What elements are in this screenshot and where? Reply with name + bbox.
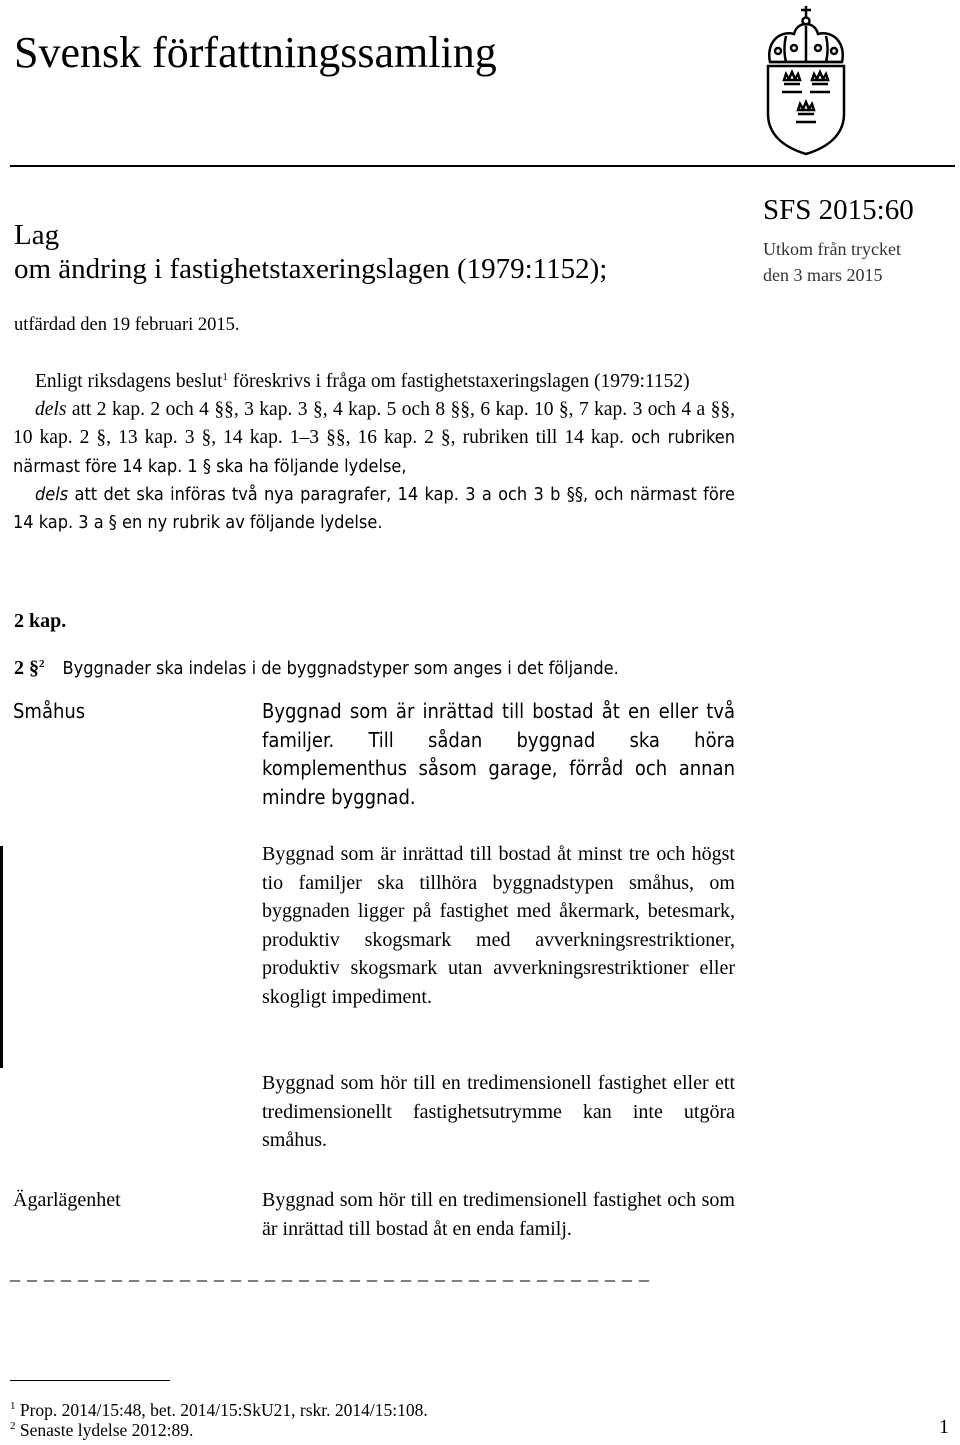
chapter-heading: 2 kap. [14,610,67,632]
definition-smahus-3: Byggnad som hör till en tredimensionell fastighet eller ett tredimensionellt fastighetsutrymme kan inte utgöra småhus. [262,1072,735,1152]
footnote-1-text: Prop. 2014/15:48, bet. 2014/15:SkU21, rskr. 2014/15:108. [15,1400,428,1420]
series-title: Svensk författningssamling [14,28,497,77]
preamble-dels-1 [13,396,735,481]
preamble-intro-end: föreskrivs i fråga om fastighetstaxeringslagen (1979:1152) [227,371,690,392]
section-number: 2 §$^2$ [14,657,45,679]
omission-line: _ _ _ _ _ _ _ _ _ _ _ _ _ _ _ _ _ _ _ _ _ _ _ _ _ _ _ _ _ _ _ _ _ _ _ _ _ _ [10,1262,650,1284]
dels-text-1b: och rubriken närmast före 14 kap. 1 § ska ha följande lydelse, [13,427,735,477]
law-title-line2: om ändring i fastighetstaxeringslagen (1979:1152); [14,253,608,285]
section-text: Byggnader ska indelas i de byggnadstyper som anges i det följande. [62,658,619,679]
dels-label-2: dels [35,483,69,505]
footnote-2 [10,1418,193,1442]
footnote-2-number: 2 [10,1420,16,1432]
published-line2: den 3 mars 2015 [763,265,883,285]
preamble-intro [13,368,735,396]
footnote-1-number: 1 [10,1400,16,1412]
law-title [14,218,607,286]
preamble-dels-2 [13,481,735,537]
law-title-line1: Lag [14,219,60,251]
page-number: 1 [939,1416,949,1438]
term-smahus: Småhus [13,699,86,723]
preamble-intro-start: Enligt riksdagens beslut [35,371,223,392]
term-agarlagenhet: Ägarlägenhet [13,1189,121,1211]
definition-smahus-1: Byggnad som är inrättad till bostad åt en eller två familjer. Till sådan byggnad ska höra komplementhus såsom garage, förråd och annan mindre byggnad. [262,699,735,809]
dels-text-1a: att 2 kap. 2 och 4 §§, 3 kap. 3 §, 4 kap. 5 och 8 §§, 6 kap. 10 §, 7 kap. 3 och 4 a §§, 10 kap. 2 §, 13 kap. 3 §, 14 kap. 1–3 §§, 16 kap. 2 §, rubriken till 14 kap. [13,399,735,449]
coat-of-arms-icon [756,4,856,156]
footnote-ref-2: 2 [39,658,45,670]
preamble [13,368,735,537]
dels-label-1: dels [35,399,67,421]
footnote-ref-1: 1 [222,371,228,383]
footnote-2-text: Senaste lydelse 2012:89. [15,1420,194,1440]
sfs-number: SFS 2015:60 [763,194,914,226]
published-line1: Utkom från trycket [763,239,901,259]
definition-smahus-2: Byggnad som är inrättad till bostad åt minst tre och högst tio familjer ska tillhöra byggnadstypen småhus, om byggnaden ligger på fastighet med åkermark, betesmark, produktiv skogsmark med avverkningsrestriktioner, produktiv skogsmark utan avverkningsrestriktioner eller skogligt impediment. [262,843,735,1008]
issued-date: utfärdad den 19 februari 2015. [14,315,240,335]
dels-text-2: att det ska införas två nya paragrafer, 14 kap. 3 a och 3 b §§, och närmast före 14 kap. 3 a § en ny rubrik av följande lydelse. [13,483,735,534]
definition-agarlagenhet: Byggnad som hör till en tredimensionell fastighet och som är inrättad till bostad åt en enda familj. [262,1189,735,1240]
change-bar [0,846,3,1068]
footnote-separator [10,1380,170,1381]
publication-info [763,236,901,288]
header-rule [10,165,955,167]
section-2 [14,654,619,683]
